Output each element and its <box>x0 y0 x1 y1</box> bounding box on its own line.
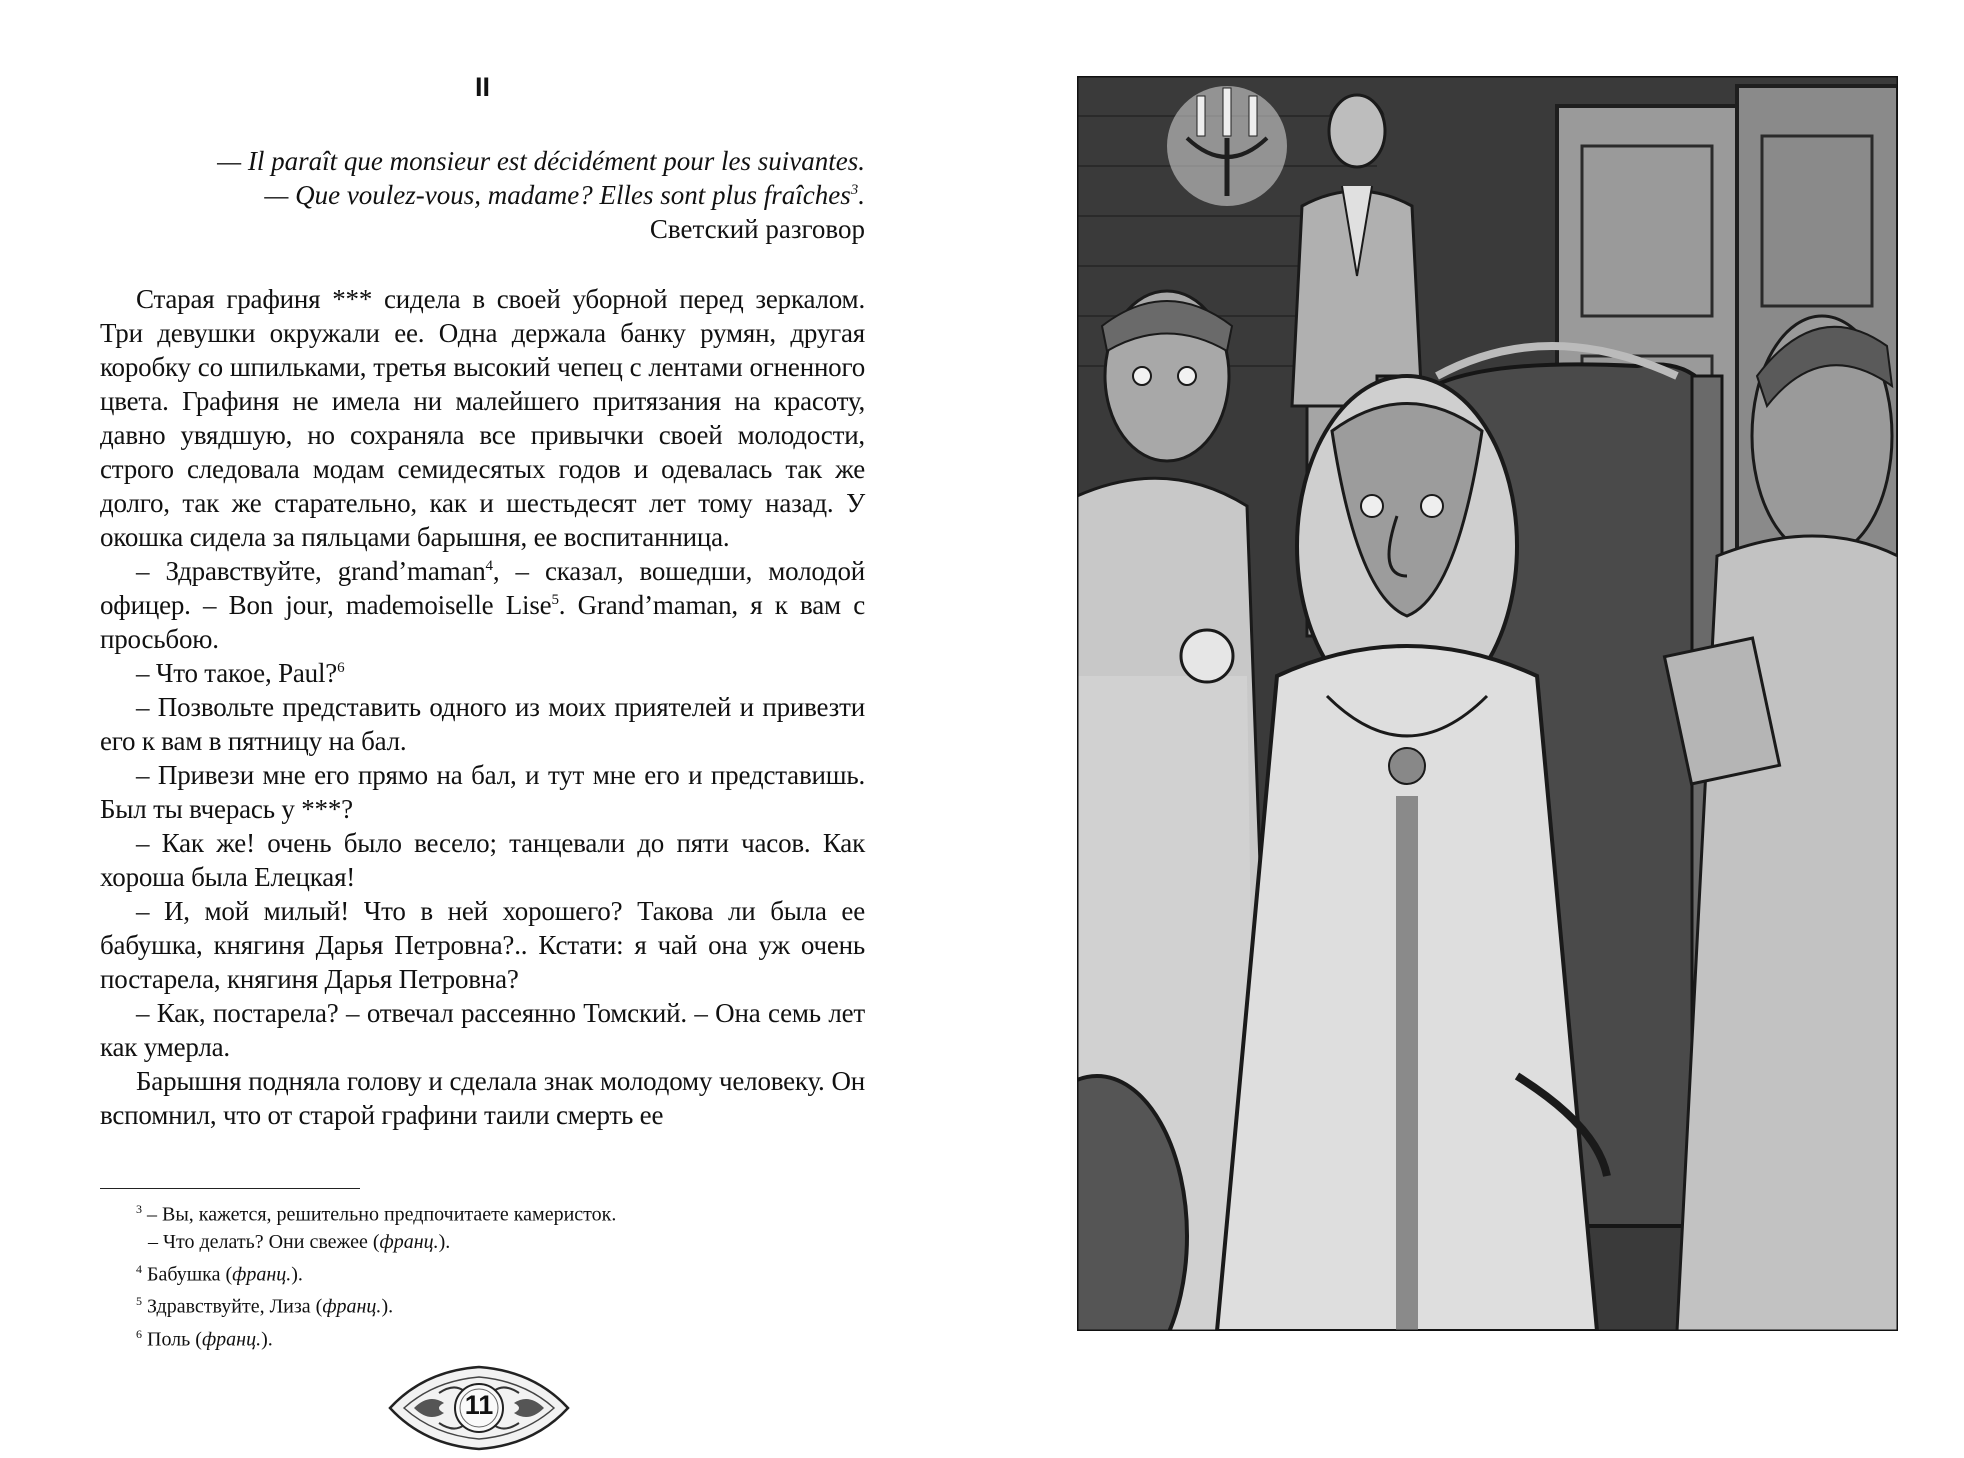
footnote-mark: 5 <box>136 1294 142 1309</box>
epigraph-source: Светский разговор <box>649 214 865 244</box>
footnote-text: ). <box>291 1263 303 1286</box>
footnote-text: ). <box>438 1230 451 1253</box>
footnote <box>100 1321 865 1354</box>
paragraph-text: . Grand’maman, я к вам с просьбою. <box>100 590 865 654</box>
paragraph: Барышня подняла голову и сделала знак молодому человеку. Он вспомнил, что от старой графини таили смерть ее <box>100 1066 865 1130</box>
footnote-divider <box>100 1188 360 1189</box>
paragraph: – Как же! очень было весело; танцевали до пяти часов. Как хороша была Елецкая! <box>100 828 865 892</box>
chapter-number: II <box>474 72 490 102</box>
epigraph <box>100 144 865 246</box>
footnote-text: Здравствуйте, Лиза ( <box>142 1295 323 1318</box>
footnote-text: ). <box>381 1295 394 1318</box>
epigraph-line-end: . <box>858 180 865 210</box>
page-number: 11 <box>464 1390 494 1420</box>
footnote <box>100 1256 865 1289</box>
footnotes <box>100 1196 865 1354</box>
paragraph-text: – Здравствуйте, grand’maman <box>136 556 486 586</box>
footnote <box>100 1196 865 1229</box>
epigraph-line: — Il paraît que monsieur est décidément pour les suivantes. <box>217 146 865 176</box>
paragraph: – Как, постарела? – отвечал рассеянно Томский. – Она семь лет как умерла. <box>100 998 865 1062</box>
footnote-text: ). <box>261 1328 273 1351</box>
paragraph-text: – Что такое, Paul? <box>136 658 338 688</box>
footnote-text: – Вы, кажется, решительно предпочитаете камеристок. <box>142 1203 617 1226</box>
footnote-ref: 5 <box>551 592 559 608</box>
left-page <box>0 0 960 1457</box>
footnote-mark: 3 <box>136 1202 142 1216</box>
paragraph: – Привези мне его прямо на бал, и тут мне его и представишь. Был ты вчерась у ***? <box>100 760 865 824</box>
paragraph <box>100 656 865 690</box>
footnote-continuation <box>100 1229 865 1256</box>
body-text <box>100 282 865 1132</box>
paragraph: – Позвольте представить одного из моих приятелей и привезти его к вам в пятницу на бал. <box>100 692 865 756</box>
epigraph-line-text: — Que voulez-vous, madame? Elles sont plus fraîches <box>264 180 851 210</box>
footnote-mark: 4 <box>136 1261 142 1276</box>
footnote-italic: франц. <box>201 1328 262 1351</box>
footnote-mark: 6 <box>136 1326 142 1341</box>
footnote-ref: 6 <box>337 660 345 676</box>
page-number-ornament <box>384 1363 574 1453</box>
footnote-ref: 3 <box>850 182 859 198</box>
footnote-ref: 4 <box>485 558 493 574</box>
candelabra <box>1167 86 1287 206</box>
paragraph: Старая графиня *** сидела в своей уборной перед зеркалом. Три девушки окружали ее. Одна держала банку румян, другая коробку со шпильками, третья высокий чепец с лентами огненного цвета. Графиня не имела ни малейшего притязания на красоту, давно увядшую, но сохраняла все привычки своей молодости, строго следовала модам семидесятых годов и одевалась так же долго, так же старательно, как и шестьдесят лет тому назад. У окошка сидела за пяльцами барышня, ее воспитанница. <box>100 284 865 552</box>
footnote-text: Бабушка ( <box>142 1263 233 1286</box>
epigraph-line <box>100 178 865 212</box>
footnote <box>100 1288 865 1321</box>
footnote-italic: франц. <box>322 1295 382 1318</box>
footnote-italic: франц. <box>232 1263 292 1286</box>
footnote-italic: франц. <box>379 1230 439 1253</box>
footnote-text: Поль ( <box>142 1328 202 1351</box>
illustration-engraving <box>1077 76 1898 1331</box>
paragraph: – И, мой милый! Что в ней хорошего? Такова ли была ее бабушка, княгиня Дарья Петровна?.. Кстати: я чай она уж очень постарела, княгиня Дарья Петровна? <box>100 896 865 994</box>
paragraph-text: , – сказал, вошедши, молодой офицер. – Bon jour, mademoiselle Lise <box>100 556 866 620</box>
illustration-svg <box>1077 76 1898 1331</box>
paragraph <box>100 554 865 656</box>
footnote-text: – Что делать? Они свежее ( <box>148 1230 380 1253</box>
